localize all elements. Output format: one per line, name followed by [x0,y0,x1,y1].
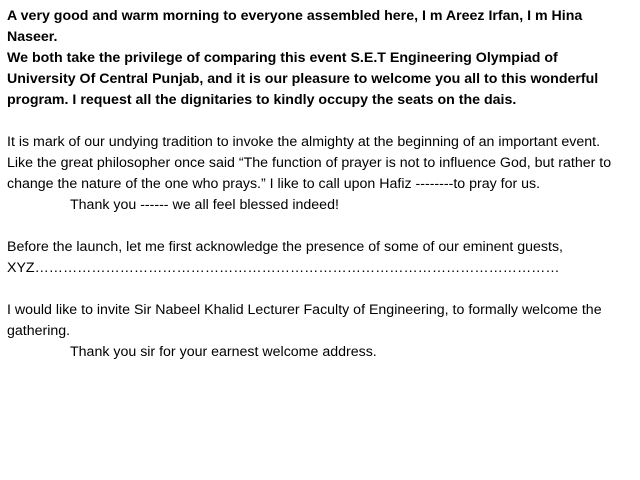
greeting-paragraph: A very good and warm morning to everyone assembled here, I m Areez Irfan, I m Hina Naseer. [7,8,583,45]
welcome-paragraph: We both take the privilege of comparing this event S.E.T Engineering Olympiad of University Of Central Punjab, and it is our pleasure to welcome you all to this wonderful program. I request all the dignitaries to kindly occupy the seats on the dais. [7,50,599,108]
acknowledge-guests-paragraph: Before the launch, let me first acknowledge the presence of some of our eminent guests, XYZ………………………………………………………………………………………………… [7,239,563,276]
invite-thanks-line: Thank you sir for your earnest welcome address. [70,344,377,360]
prayer-thanks-line: Thank you ------ we all feel blessed indeed! [70,197,339,213]
prayer-intro-paragraph: It is mark of our undying tradition to invoke the almighty at the beginning of an important event. Like the great philosopher once said “The function of prayer is not to influence God, but rather to change the nature of the one who prays.” I like to call upon Hafiz --------to pray for us. [7,134,612,192]
invite-paragraph: I would like to invite Sir Nabeel Khalid Lecturer Faculty of Engineering, to formally welcome the gathering. [7,302,602,339]
